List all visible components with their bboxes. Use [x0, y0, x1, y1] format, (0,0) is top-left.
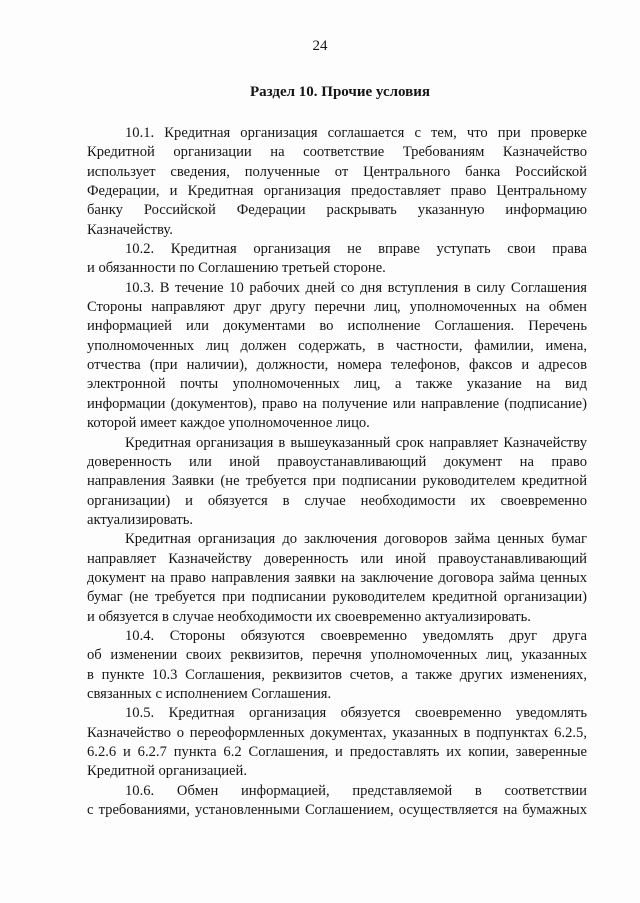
- text-line: 10.2. Кредитная организация не вправе уступать свои права: [125, 241, 587, 258]
- text-line: направляет Казначейству доверенность или иной правоустанавливающий: [87, 550, 587, 567]
- section-title: Раздел 10. Прочие условия: [249, 84, 431, 100]
- page-number: 24: [312, 38, 328, 54]
- text-line: информации (документов), право на получение или направление (подписание): [87, 395, 587, 412]
- document-body: [87, 124, 587, 820]
- paragraph-10-3-continued-2: [87, 530, 587, 627]
- paragraph-10-5: [87, 704, 587, 781]
- paragraph-10-1: [87, 124, 587, 240]
- text-line: Стороны направляют друг другу перечни лиц, уполномоченных на обмен: [87, 299, 587, 316]
- text-line: электронной почты уполномоченных лиц, а также указание на вид: [87, 376, 587, 393]
- text-line: направления Заявки (не требуется при подписании руководителем кредитной: [87, 473, 587, 490]
- text-line: 10.1. Кредитная организация соглашается с тем, что при проверке: [125, 125, 587, 141]
- paragraph-10-3-continued-1: [87, 434, 587, 531]
- text-line: и обязуется в случае необходимости их своевременно актуализировать.: [87, 608, 531, 625]
- paragraph-10-3: [87, 279, 587, 434]
- text-line: 6.2.6 и 6.2.7 пункта 6.2 Соглашения, и предоставлять их копии, заверенные: [87, 744, 587, 760]
- text-line: организации) и обязуется в случае необходимости их своевременно: [87, 492, 587, 509]
- text-line: уполномоченных лиц должен содержать, в частности, фамилии, имена,: [87, 337, 587, 354]
- text-line: Кредитная организация в вышеуказанный срок направляет Казначейству: [125, 434, 587, 451]
- text-line: Кредитной организацией.: [87, 763, 247, 780]
- paragraph-10-6: [87, 782, 587, 821]
- text-line: которой имеет каждое уполномоченное лицо.: [87, 415, 370, 432]
- text-line: 10.6. Обмен информацией, представляемой в соответствии: [125, 782, 587, 799]
- text-line: отчества (при наличии), должности, номера телефонов, факсов и адресов: [87, 357, 587, 374]
- text-line: банку Российской Федерации раскрывать указанную информацию: [87, 202, 587, 219]
- text-line: в пункте 10.3 Соглашения, реквизитов счетов, а также других изменениях,: [87, 666, 587, 683]
- text-line: связанных с исполнением Соглашения.: [87, 685, 332, 702]
- paragraph-10-2: [87, 240, 587, 279]
- text-line: Федерации, и Кредитная организация предоставляет право Центральному: [87, 183, 587, 200]
- paragraph-10-4: [87, 627, 587, 704]
- text-line: информацией или документами во исполнение Соглашения. Перечень: [87, 318, 587, 335]
- text-line: использует сведения, полученные от Центрального банка Российской: [87, 163, 587, 180]
- text-line: документ на право направления заявки на заключение договора займа ценных: [87, 569, 587, 586]
- text-line: 10.3. В течение 10 рабочих дней со дня вступления в силу Соглашения: [125, 279, 587, 296]
- text-line: с требованиями, установленными Соглашением, осуществляется на бумажных: [87, 802, 587, 819]
- text-line: об изменении своих реквизитов, перечня уполномоченных лиц, указанных: [87, 647, 587, 664]
- text-line: и обязанности по Соглашению третьей стороне.: [87, 260, 386, 277]
- text-line: актуализировать.: [87, 511, 194, 528]
- text-line: Кредитная организация до заключения договоров займа ценных бумаг: [125, 531, 587, 548]
- text-line: 10.4. Стороны обязуются своевременно уведомлять друг друга: [125, 627, 587, 644]
- text-line: Казначейству.: [87, 221, 173, 238]
- text-line: 10.5. Кредитная организация обязуется своевременно уведомлять: [125, 705, 587, 722]
- text-line: бумаг (не требуется при подписании руководителем кредитной организации): [87, 589, 587, 606]
- text-line: доверенность или иной правоустанавливающий документ на право: [87, 453, 587, 470]
- text-line: Кредитной организации на соответствие Требованиям Казначейство: [87, 144, 587, 161]
- text-line: Казначейство о переоформленных документах, указанных в подпунктах 6.2.5,: [87, 724, 587, 741]
